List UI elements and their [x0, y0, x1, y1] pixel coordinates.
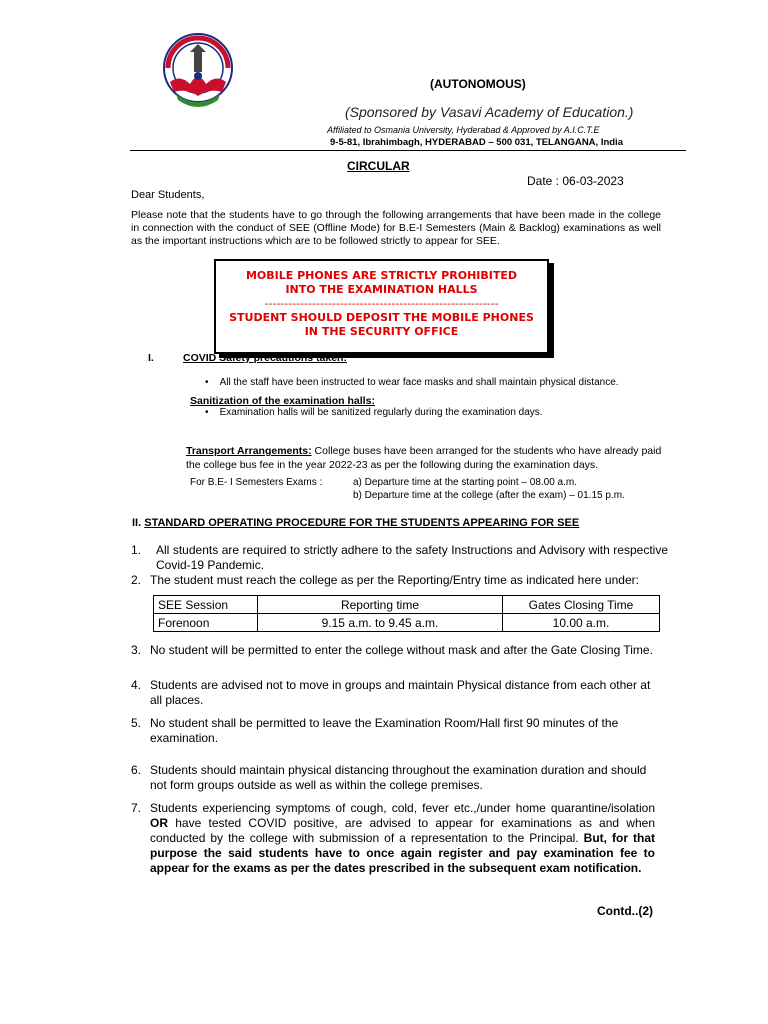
item-number: 4. — [131, 678, 142, 692]
transport-paragraph — [186, 444, 666, 472]
sanitization-bullet — [205, 407, 543, 418]
notice-line-3: STUDENT SHOULD DEPOSIT THE MOBILE PHONES — [229, 311, 534, 324]
intro-paragraph: Please note that the students have to go through the following arrangements that have been made in the college in connection with the conduct of SEE (Offline Mode) for B.E-I Semesters (Main & Backlog) examinations as well as the important instructions which are to be followed strictly to appear for SEE. — [131, 209, 661, 247]
table-header: Reporting time — [258, 596, 503, 614]
transport-text: College buses have been arranged for the students who have already paid the college bus fee in the year 2022-23 as per the following during the examination days. — [186, 445, 662, 471]
covid-bullet — [205, 377, 619, 388]
circular-title: CIRCULAR — [347, 159, 410, 173]
bullet-icon: • — [205, 377, 220, 388]
section-1-numeral: I. — [148, 352, 154, 364]
circular-date: Date : 06-03-2023 — [527, 174, 624, 188]
section-2-heading — [132, 517, 579, 529]
table-header: SEE Session — [154, 596, 258, 614]
sanitization-bullet-text: Examination halls will be sanitized regularly during the examination days. — [219, 407, 543, 418]
section-2-title: STANDARD OPERATING PROCEDURE FOR THE STUDENTS APPEARING FOR SEE — [144, 517, 580, 529]
autonomous-label: (AUTONOMOUS) — [430, 77, 526, 91]
notice-line-2: INTO THE EXAMINATION HALLS — [285, 283, 478, 296]
item-text: Students should maintain physical distancing throughout the examination duration and should not form groups outside as well as within the college premises. — [150, 763, 647, 792]
schedule-table — [153, 595, 660, 632]
item-text: Students are advised not to move in groups and maintain Physical distance from each other at all places. — [150, 678, 651, 707]
header-rule — [130, 150, 686, 151]
item-text: All students are required to strictly adhere to the safety Instructions and Advisory with respective Covid-19 Pandemic. — [156, 543, 668, 572]
transport-label: Transport Arrangements: — [186, 445, 312, 457]
table-cell: 10.00 a.m. — [503, 614, 660, 632]
table-cell: Forenoon — [154, 614, 258, 632]
table-row — [154, 614, 660, 632]
bullet-icon: • — [205, 407, 220, 418]
affiliation-line: Affiliated to Osmania University, Hyderabad & Approved by A.I.C.T.E — [327, 125, 600, 135]
continued-label: Contd..(2) — [597, 904, 653, 918]
college-logo — [160, 30, 236, 112]
table-header-row — [154, 596, 660, 614]
notice-divider: ----------------------------------------------------------- — [264, 297, 499, 310]
section-1-title: COVID Safety precautions taken: — [183, 352, 347, 364]
item-number: 7. — [131, 801, 142, 815]
item-text — [150, 801, 655, 876]
notice-line-4: IN THE SECURITY OFFICE — [304, 325, 459, 338]
item-number: 6. — [131, 763, 142, 777]
address-line: 9-5-81, Ibrahimbagh, HYDERABAD – 500 031, TELANGANA, India — [330, 137, 623, 148]
be-exams-label: For B.E- I Semesters Exams : — [190, 477, 323, 488]
sanitization-title: Sanitization of the examination halls: — [190, 395, 375, 407]
item-number: 1. — [131, 543, 142, 557]
item-7-text-b: have tested COVID positive, are advised to appear for examinations as and when conducted by the college with submission of a representation to the Principal. — [150, 816, 655, 845]
table-header: Gates Closing Time — [503, 596, 660, 614]
item-text: No student shall be permitted to leave the Examination Room/Hall first 90 minutes of the examination. — [150, 716, 619, 745]
item-number: 5. — [131, 716, 142, 730]
departure-b: b) Departure time at the college (after the exam) – 01.15 p.m. — [353, 490, 625, 501]
item-7-text-a: Students experiencing symptoms of cough, cold, fever etc.,/under home quarantine/isolation — [150, 801, 655, 815]
item-number: 2. — [131, 573, 142, 587]
section-2-numeral: II. — [132, 517, 142, 529]
notice-line-1: MOBILE PHONES ARE STRICTLY PROHIBITED — [245, 269, 517, 282]
item-7-bold-text: But, for that purpose the said students have to once again register and pay examination fee to appear for the exams as per the dates prescribed in the subsequent exam notification. — [150, 831, 655, 875]
item-text: The student must reach the college as per the Reporting/Entry time as indicated here under: — [150, 573, 639, 587]
greeting: Dear Students, — [131, 189, 205, 201]
item-number: 3. — [131, 643, 142, 657]
item-7-or: OR — [150, 816, 168, 830]
sponsor-line: (Sponsored by Vasavi Academy of Education.) — [345, 104, 634, 120]
item-text: No student will be permitted to enter the college without mask and after the Gate Closing Time. — [150, 643, 653, 657]
table-cell: 9.15 a.m. to 9.45 a.m. — [258, 614, 503, 632]
covid-bullet-text: All the staff have been instructed to wear face masks and shall maintain physical distance. — [219, 377, 619, 388]
departure-a: a) Departure time at the starting point – 08.00 a.m. — [353, 477, 578, 488]
mobile-phone-notice-box — [214, 259, 549, 354]
